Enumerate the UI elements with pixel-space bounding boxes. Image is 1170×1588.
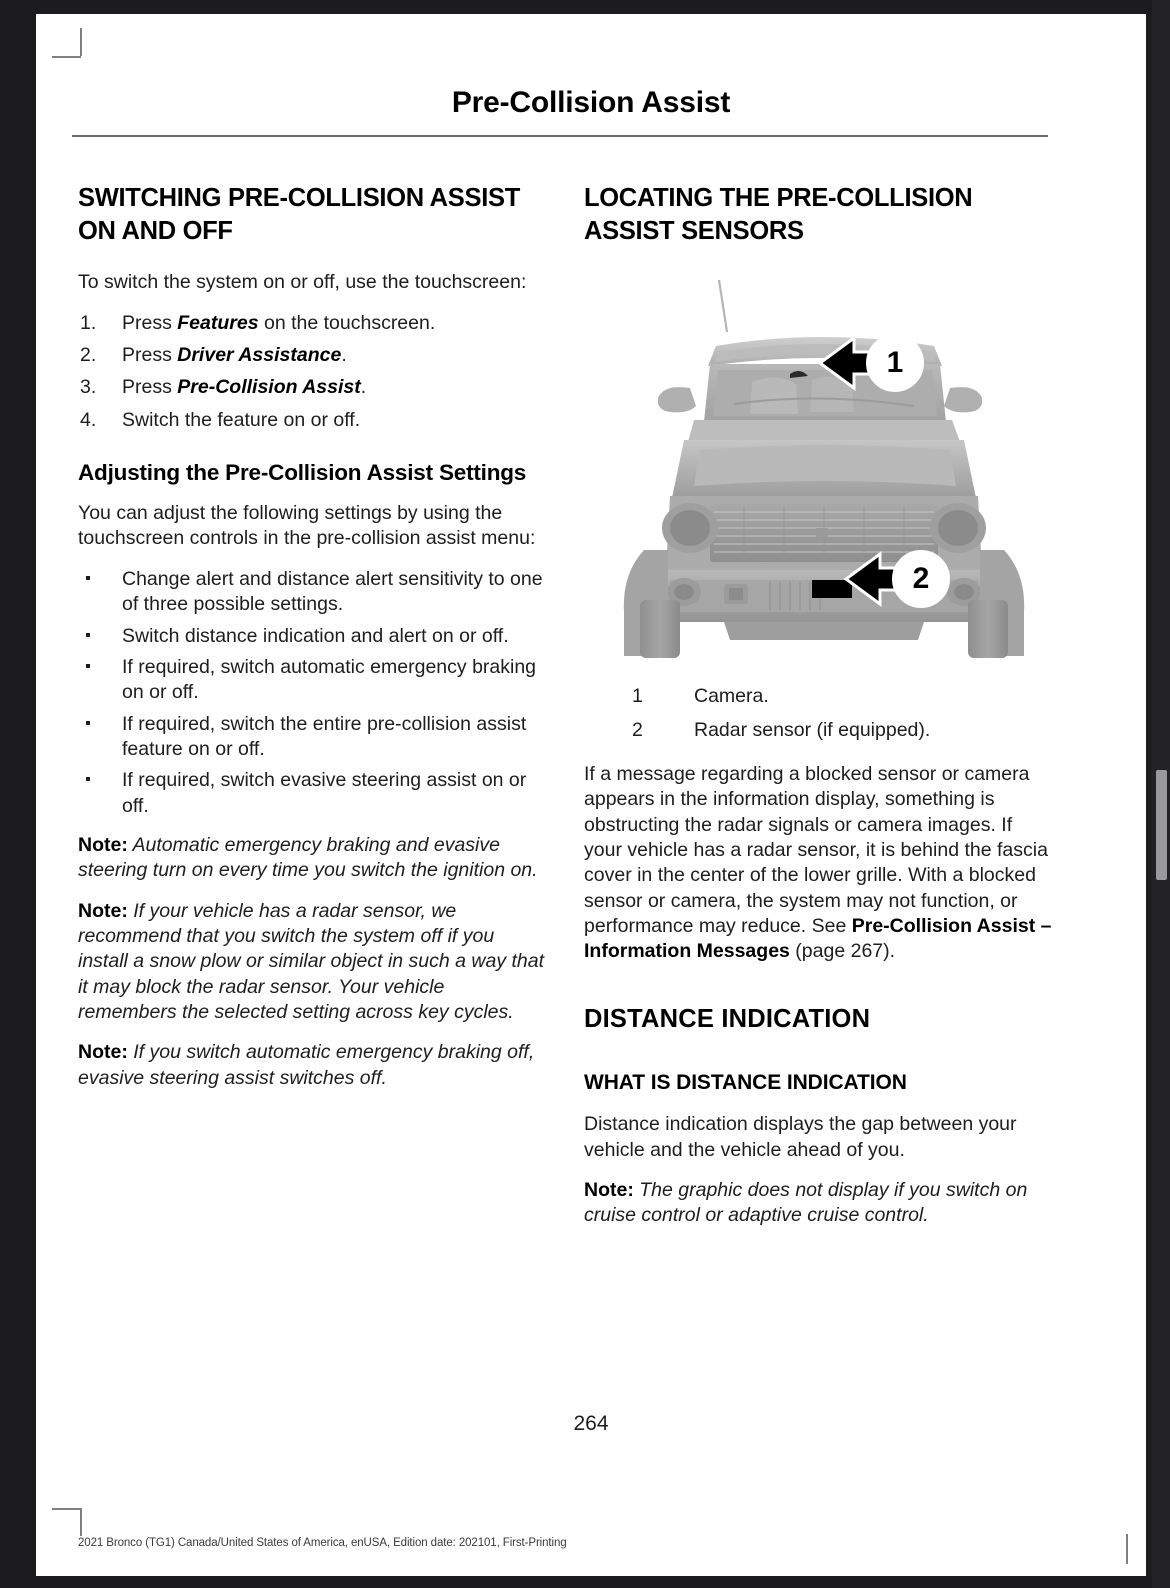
legend-number: 2: [632, 718, 643, 741]
vertical-scrollbar-track[interactable]: [1152, 0, 1170, 1588]
blocked-sensor-paragraph: [584, 762, 1054, 965]
bullet-icon: [86, 721, 90, 725]
cross-reference-link[interactable]: Pre-Collision Assist – Information Messages: [584, 915, 1052, 963]
list-item: [78, 375, 548, 400]
note-label: Note:: [78, 899, 128, 922]
note-label: Note:: [78, 1041, 128, 1064]
callout-2: [842, 548, 950, 610]
intro-paragraph: To switch the system on or off, use the touchscreen:: [78, 271, 527, 294]
steps-list: [78, 311, 548, 433]
note-text: The graphic does not display if you switch on cruise control or adaptive cruise control.: [584, 1178, 1028, 1227]
section-heading-locating: LOCATING THE PRE-COLLISION ASSIST SENSORS: [584, 184, 973, 246]
list-item: [584, 718, 1054, 742]
note-paragraph: [78, 899, 548, 1026]
edition-footer: 2021 Bronco (TG1) Canada/United States of America, enUSA, Edition date: 202101, First-Printing: [78, 1537, 567, 1549]
step-number: 4.: [80, 408, 97, 431]
crop-mark-bottom-right: [1126, 1534, 1146, 1564]
note-text: If you switch automatic emergency braking off, evasive steering assist switches off.: [78, 1041, 535, 1089]
note-paragraph: [78, 833, 548, 884]
step-text-post: .: [341, 343, 347, 366]
document-page: [36, 14, 1146, 1576]
list-item: [584, 684, 1054, 708]
vehicle-front-illustration: [584, 270, 1054, 670]
blocked-sensor-text-pre: If a message regarding a blocked sensor or camera appears in the information display, something is obstructing the radar signals or camera images. If your vehicle has a radar sensor, it is behind the fascia cover in the center of the lower grille. With a blocked sensor or camera, the system may not function, or performance may reduce. See: [584, 763, 1048, 938]
right-column: [584, 182, 1054, 1244]
step-text-bold: Driver Assistance: [177, 343, 342, 366]
bullet-icon: [86, 664, 90, 668]
step-text-bold: Pre-Collision Assist: [177, 376, 361, 399]
blocked-sensor-text-post: (page 267).: [789, 940, 896, 963]
step-text-post: .: [360, 376, 367, 399]
crop-mark-bottom-left: [52, 1508, 80, 1536]
note-text: If your vehicle has a radar sensor, we recommend that you switch the system off if you install a snow plow or similar object in such a way that it may block the radar sensor. Your vehicle remembers the selected setting across key cycles.: [78, 899, 545, 1023]
settings-intro-paragraph: You can adjust the following settings by using the touchscreen controls in the pre-collision assist menu:: [78, 502, 536, 550]
subsection-heading-adjusting: Adjusting the Pre-Collision Assist Settings: [78, 460, 527, 485]
step-text-pre: Press: [122, 311, 178, 334]
legend-text: Radar sensor (if equipped).: [694, 718, 931, 741]
bullet-text: If required, switch the entire pre-collision assist feature on or off.: [122, 712, 527, 760]
legend-text: Camera.: [694, 685, 769, 708]
section-heading-switching: SWITCHING PRE-COLLISION ASSIST ON AND OFF: [78, 184, 520, 246]
figure-legend: [584, 684, 1054, 742]
note-text: Automatic emergency braking and evasive steering turn on every time you switch the ignition on.: [78, 833, 538, 882]
list-item: [78, 343, 548, 368]
bullet-icon: [86, 576, 90, 580]
page-number: 264: [573, 1412, 609, 1435]
vertical-scrollbar-thumb[interactable]: [1156, 770, 1167, 880]
callout-number-1: 1: [866, 334, 924, 392]
step-text-pre: Press: [122, 376, 178, 399]
title-divider: [72, 135, 1048, 137]
step-number: 2.: [80, 343, 97, 366]
note-label: Note:: [78, 833, 128, 856]
bullet-text: If required, switch evasive steering assist on or off.: [122, 769, 527, 817]
list-item: [78, 311, 548, 336]
step-number: 1.: [80, 311, 97, 334]
step-text-pre: Press: [122, 343, 178, 366]
step-text-bold: Features: [177, 311, 259, 334]
list-item: [78, 768, 548, 819]
section-heading-distance-indication: DISTANCE INDICATION: [584, 1004, 871, 1033]
left-column: [78, 182, 548, 1106]
callout-number-2: 2: [892, 550, 950, 608]
page-title: Pre-Collision Assist: [451, 86, 731, 119]
bullet-text: Change alert and distance alert sensitivity to one of three possible settings.: [122, 567, 543, 616]
list-item: [78, 624, 548, 649]
crop-mark-top-left: [52, 28, 80, 56]
step-text-pre: Switch the feature on or off.: [122, 408, 361, 431]
step-text-post: on the touchscreen.: [258, 311, 436, 334]
list-item: [78, 655, 548, 706]
list-item: [78, 712, 548, 763]
bullet-text: Switch distance indication and alert on or off.: [122, 624, 509, 647]
bullet-text: If required, switch automatic emergency braking on or off.: [122, 655, 537, 704]
step-number: 3.: [80, 376, 97, 399]
settings-bullet-list: [78, 567, 548, 819]
callout-1: [816, 332, 924, 394]
bullet-icon: [86, 633, 90, 637]
bullet-icon: [86, 777, 90, 781]
legend-number: 1: [632, 685, 643, 708]
distance-body-paragraph: Distance indication displays the gap between your vehicle and the vehicle ahead of you.: [584, 1113, 1017, 1161]
list-item: [78, 567, 548, 618]
note-paragraph: [78, 1040, 548, 1091]
list-item: [78, 408, 548, 433]
note-paragraph: [584, 1178, 1054, 1229]
subsection-heading-what-is-distance-indication: WHAT IS DISTANCE INDICATION: [584, 1070, 907, 1094]
vehicle-sensor-figure: [584, 270, 1054, 670]
note-label: Note:: [584, 1178, 634, 1201]
